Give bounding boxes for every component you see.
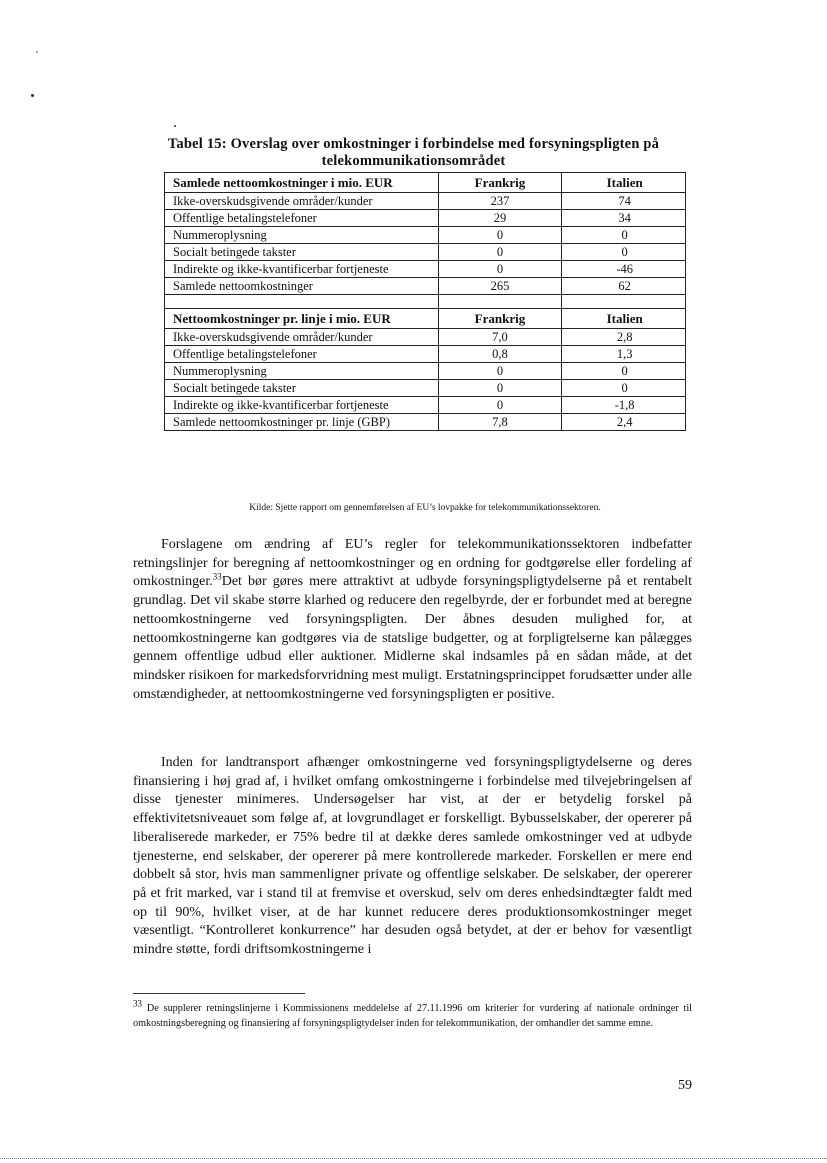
table-row (165, 261, 686, 278)
row-label: Nummeroplysning (165, 363, 439, 380)
scan-bottom-edge (0, 1158, 827, 1159)
row-label: Ikke-overskudsgivende områder/kunder (165, 329, 439, 346)
page-number: 59 (678, 1078, 692, 1093)
footnote-text: De supplerer retningslinjerne i Kommissionens meddelelse af 27.11.1996 om kriterier for vurdering af nationale ordninger til omkostningsberegning og finansiering af forsyningspligtydelser inden for telekommunikation, der omhandler det samme emne. (133, 1003, 692, 1029)
paragraph-1-text-after-note: Det bør gøres mere attraktivt at udbyde forsyningspligtydelserne på et rentabelt grundlag. Det vil skabe større klarhed og reducere den regelbyrde, der er forbundet med at beregne nettoomkostningerne ved forsyningspligten. Der åbnes desuden mulighed for, at nettoomkostningerne kan godtgøres via de statslige budgetter, og at forpligtelserne kan pålægges gennem offentlige udbud eller auktioner. Midlerne skal indsamles på en sådan måde, at det mindsker risikoen for markedsforvridning mest muligt. Erstatningsprincippet forudsætter under alle omstændigheder, at nettoomkostningerne ved forsyningspligten er positive. (133, 574, 692, 702)
table-spacer-row (165, 295, 686, 309)
row-value-frankrig: 7,8 (438, 414, 562, 431)
scan-speck (174, 125, 176, 127)
row-label: Indirekte og ikke-kvantificerbar fortjeneste (165, 397, 439, 414)
table-row (165, 380, 686, 397)
row-value-italien: 2,8 (562, 329, 686, 346)
row-value-italien: 62 (562, 278, 686, 295)
table-header-row (165, 309, 686, 329)
footnote-reference: 33 (212, 571, 222, 582)
row-value-frankrig: 0 (438, 244, 562, 261)
table-row (165, 363, 686, 380)
row-label: Indirekte og ikke-kvantificerbar fortjeneste (165, 261, 439, 278)
header-cell-label: Samlede nettoomkostninger i mio. EUR (165, 173, 439, 193)
spacer-cell (438, 295, 562, 309)
row-value-frankrig: 0 (438, 261, 562, 278)
row-value-italien: 0 (562, 363, 686, 380)
spacer-cell (165, 295, 439, 309)
row-value-frankrig: 0 (438, 397, 562, 414)
paragraph-1-text-before-note: Forslagene om ændring af EU’s regler for telekommunikationssektoren indbefatter retningslinjer for beregning af nettoomkostninger og en ordning for godtgørelse eller fordeling af omkostninger. (133, 537, 692, 590)
row-value-italien: 0 (562, 380, 686, 397)
table-row (165, 329, 686, 346)
header-cell-italien: Italien (562, 173, 686, 193)
row-value-frankrig: 0 (438, 363, 562, 380)
cost-table (164, 172, 686, 431)
body-paragraph-1 (133, 536, 692, 704)
header-cell-label: Nettoomkostninger pr. linje i mio. EUR (165, 309, 439, 329)
footnote (133, 998, 692, 1031)
table-row (165, 346, 686, 363)
row-value-italien: 0 (562, 244, 686, 261)
table-header-row (165, 173, 686, 193)
row-label: Socialt betingede takster (165, 380, 439, 397)
row-value-italien: -1,8 (562, 397, 686, 414)
row-value-frankrig: 0,8 (438, 346, 562, 363)
row-value-frankrig: 237 (438, 193, 562, 210)
header-cell-frankrig: Frankrig (438, 309, 562, 329)
row-label: Ikke-overskudsgivende områder/kunder (165, 193, 439, 210)
table-title-line-1: Tabel 15: Overslag over omkostninger i forbindelse med forsyningspligten på (167, 136, 660, 152)
body-paragraph-2: Inden for landtransport afhænger omkostningerne ved forsyningspligtydelserne og deres finansiering i høj grad af, i hvilket omfang omkostningerne i forbindelse med tilvejebringelsen af disse tjenester minimeres. Undersøgelser har vist, at der er betydelig forskel på effektivitetsniveauet som følge af, at lovgrundlaget er forskelligt. Bybusselskaber, der opererer på liberaliserede markeder, er 75% bedre til at dække deres samlede omkostninger ved at udbyde tjenesterne, end selskaber, der opererer på mere kontrollerede markeder. Forskellen er mere end dobbelt så stor, hvis man sammenligner private og offentlige selskaber. De selskaber, der opererer på et frit marked, var i stand til at fremvise et overskud, selv om deres enhedsindtægter faldt med op til 90%, hvilket viser, at de har kunnet reducere deres produktionsomkostninger meget væsentligt. “Kontrolleret konkurrence” har desuden også betydet, at der er behov for væsentligt mindre støtte, fordi driftsomkostningerne i (133, 755, 692, 958)
row-value-frankrig: 29 (438, 210, 562, 227)
table-total-row (165, 414, 686, 431)
footnote-divider (133, 993, 305, 994)
table-row (165, 397, 686, 414)
row-value-frankrig: 0 (438, 380, 562, 397)
header-cell-frankrig: Frankrig (438, 173, 562, 193)
table-title-line-2: telekommunikationsområdet (321, 153, 506, 169)
row-value-frankrig: 0 (438, 227, 562, 244)
table-total-row (165, 278, 686, 295)
row-value-italien: 34 (562, 210, 686, 227)
table-row (165, 193, 686, 210)
scan-speck (36, 51, 38, 53)
scan-speck (31, 94, 34, 97)
footnote-number: 33 (133, 998, 142, 1009)
row-value-frankrig: 7,0 (438, 329, 562, 346)
table-row (165, 244, 686, 261)
table-title (130, 136, 697, 170)
row-label: Samlede nettoomkostninger (165, 278, 439, 295)
row-value-italien: 2,4 (562, 414, 686, 431)
table-source-note: Kilde: Sjette rapport om gennemførelsen af EU’s lovpakke for telekommunikationssektoren. (249, 503, 601, 513)
row-label: Offentlige betalingstelefoner (165, 346, 439, 363)
table-row (165, 227, 686, 244)
row-label: Offentlige betalingstelefoner (165, 210, 439, 227)
header-cell-italien: Italien (562, 309, 686, 329)
row-value-italien: 0 (562, 227, 686, 244)
row-value-frankrig: 265 (438, 278, 562, 295)
row-value-italien: 1,3 (562, 346, 686, 363)
row-label: Socialt betingede takster (165, 244, 439, 261)
row-label: Nummeroplysning (165, 227, 439, 244)
row-value-italien: -46 (562, 261, 686, 278)
row-value-italien: 74 (562, 193, 686, 210)
spacer-cell (562, 295, 686, 309)
table-row (165, 210, 686, 227)
row-label: Samlede nettoomkostninger pr. linje (GBP) (165, 414, 439, 431)
